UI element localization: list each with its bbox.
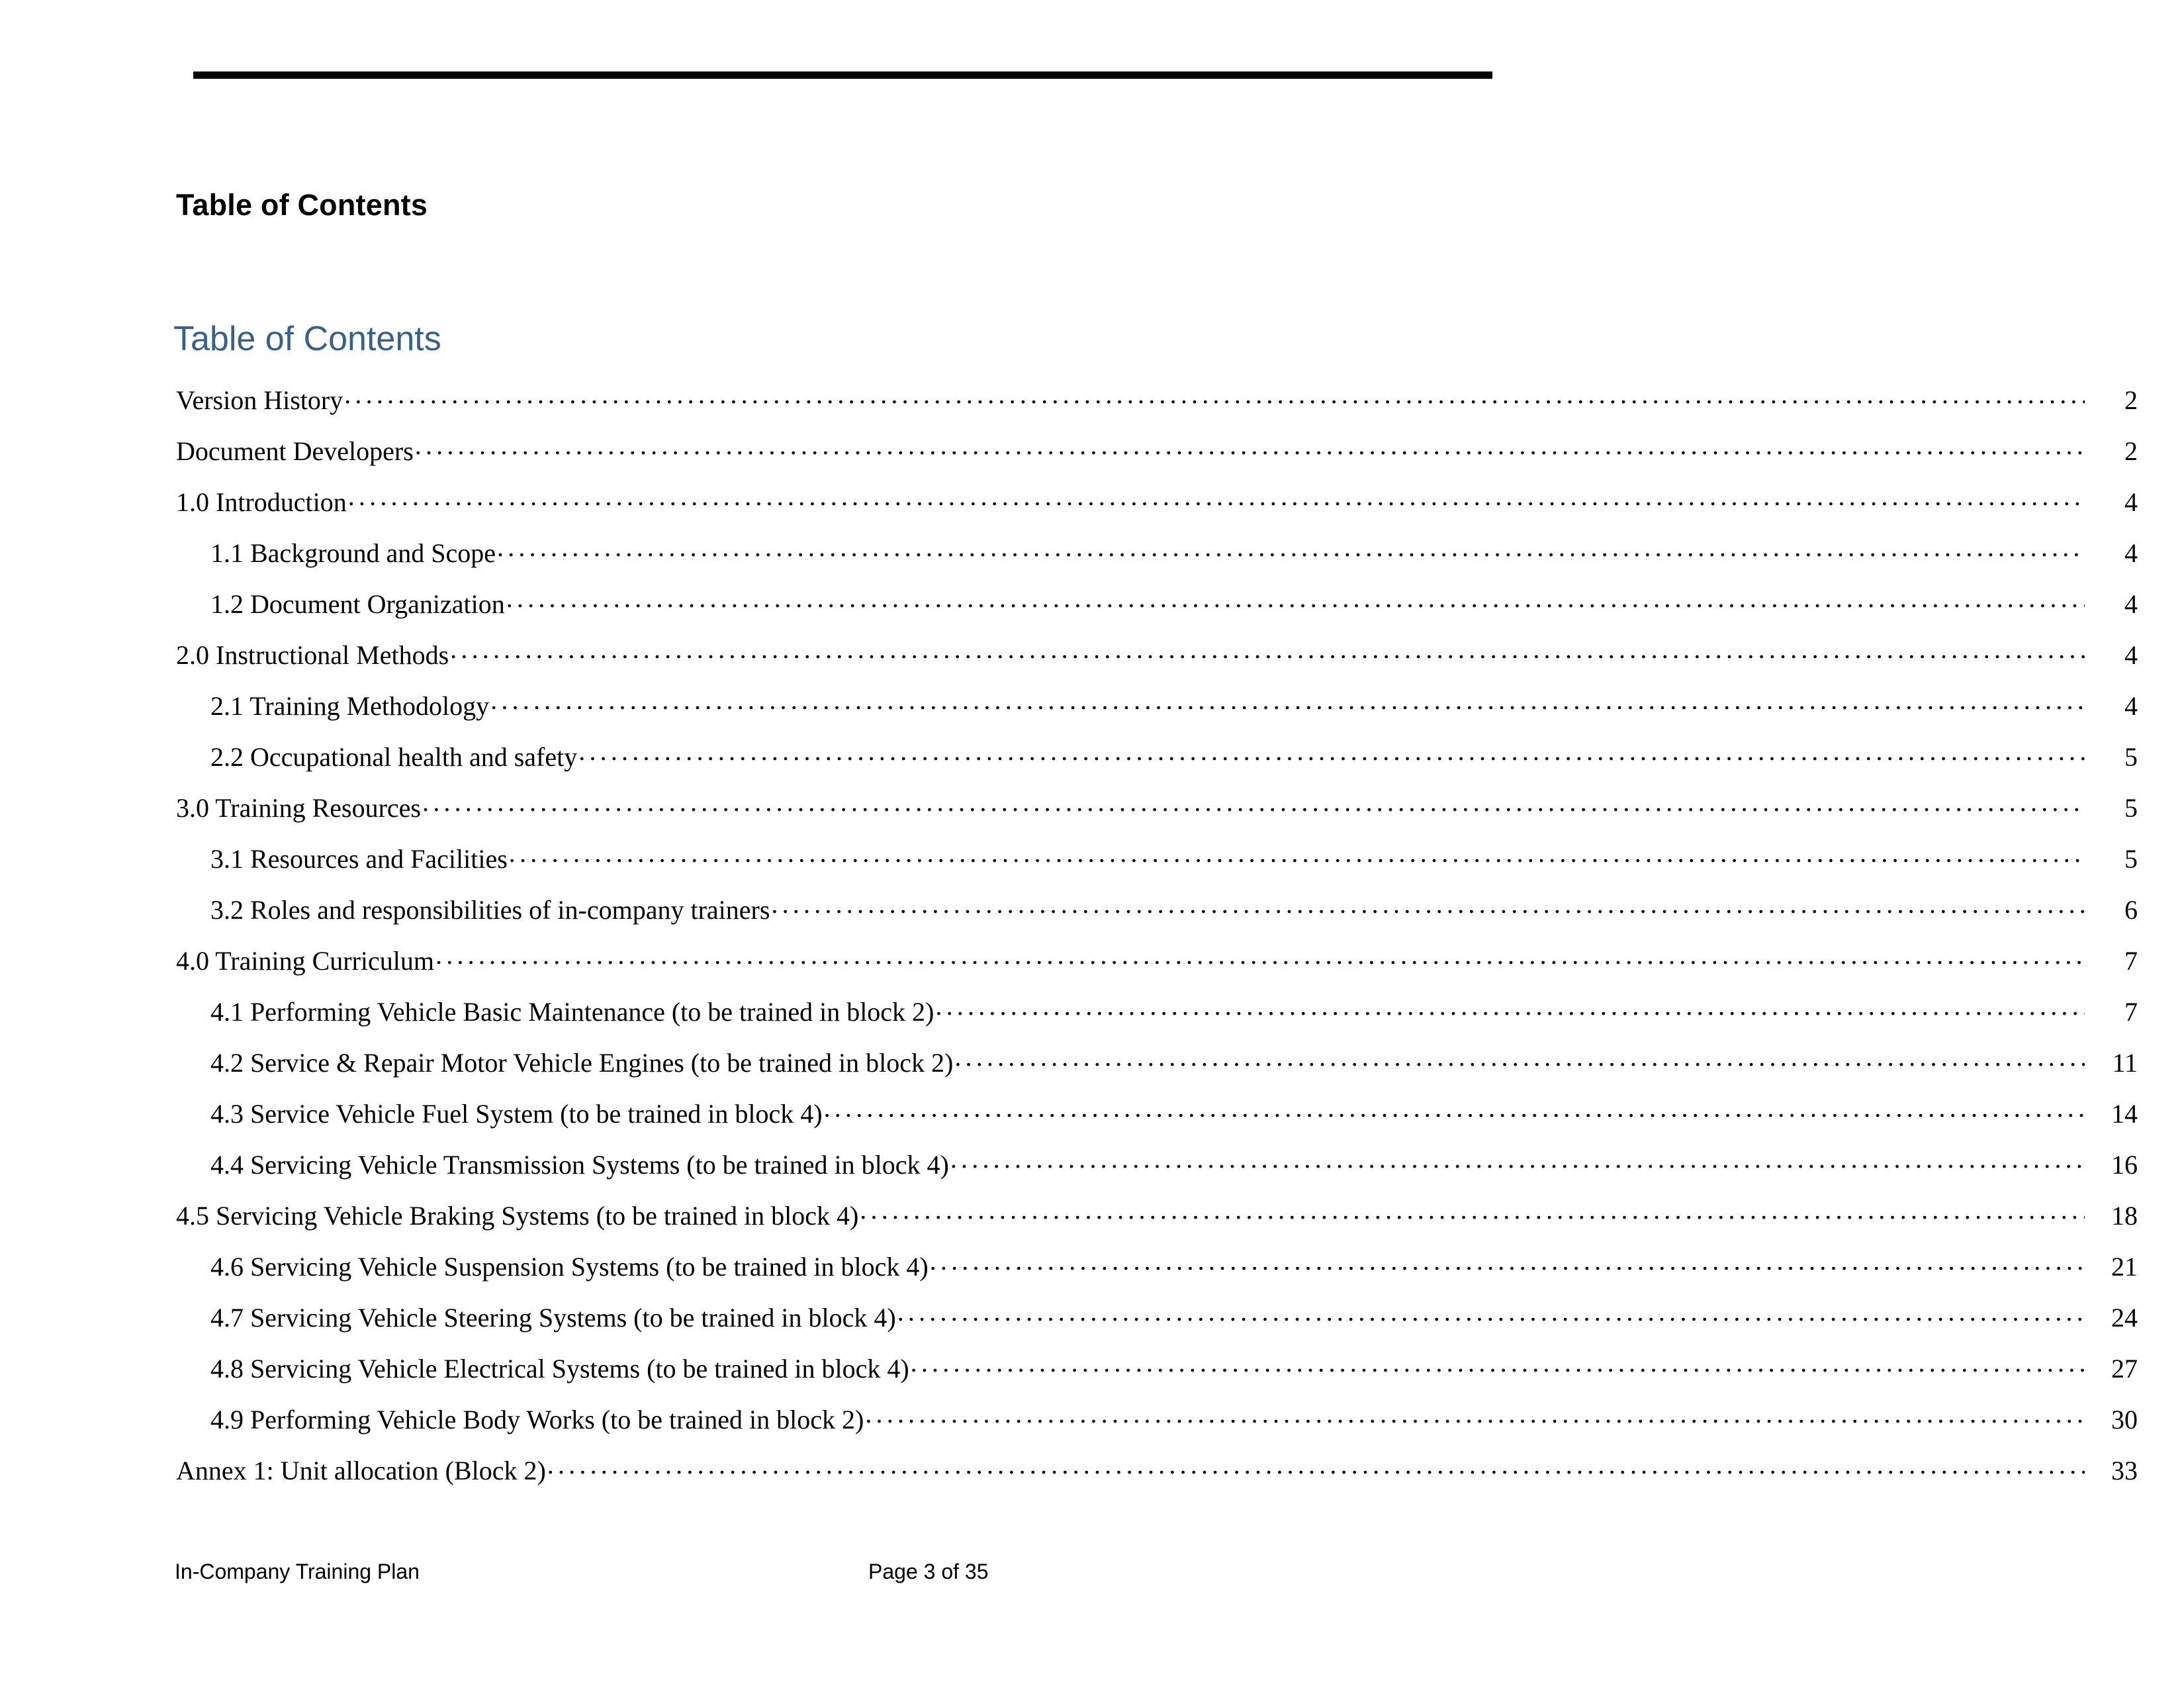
toc-dot-leader xyxy=(771,892,2085,919)
toc-dot-leader xyxy=(824,1096,2085,1123)
toc-dot-leader xyxy=(930,1249,2085,1276)
toc-entry-label: 1.2 Document Organization xyxy=(210,589,505,619)
toc-entry[interactable] xyxy=(0,1147,2184,1198)
toc-entry-page-number: 5 xyxy=(2124,793,2138,823)
toc-dot-leader xyxy=(435,943,2085,970)
toc-dot-leader xyxy=(490,688,2085,715)
toc-entry-label: 3.0 Training Resources xyxy=(176,793,421,823)
header-rule xyxy=(193,71,1492,79)
toc-entry-page-number: 2 xyxy=(2124,436,2138,466)
toc-dot-leader xyxy=(422,790,2085,817)
toc-dot-leader xyxy=(344,383,2085,409)
toc-entry-page-number: 4 xyxy=(2124,640,2138,670)
toc-entry-page-number: 21 xyxy=(2111,1252,2138,1282)
toc-entry[interactable] xyxy=(0,1351,2184,1402)
toc-dot-leader xyxy=(506,586,2085,613)
toc-entry-label: Document Developers xyxy=(176,436,414,466)
toc-entry[interactable] xyxy=(0,1453,2184,1504)
toc-entry-label: 4.4 Servicing Vehicle Transmission Systems (to be trained in block 4) xyxy=(210,1150,949,1180)
toc-entry-page-number: 18 xyxy=(2111,1201,2138,1231)
toc-entry-page-number: 4 xyxy=(2124,487,2138,517)
toc-entry[interactable] xyxy=(0,1096,2184,1147)
footer-page-number: Page 3 of 35 xyxy=(868,1560,989,1583)
footer-document-name: In-Company Training Plan xyxy=(175,1560,420,1583)
toc-entry[interactable] xyxy=(0,739,2184,790)
toc-dot-leader xyxy=(935,994,2085,1021)
toc-dot-leader xyxy=(911,1351,2085,1378)
toc-dot-leader xyxy=(865,1402,2085,1429)
toc-entry[interactable] xyxy=(0,841,2184,892)
page-footer xyxy=(0,1558,2184,1598)
toc-entry-label: 4.2 Service & Repair Motor Vehicle Engines (to be trained in block 2) xyxy=(210,1048,954,1078)
toc-entry-label: 4.6 Servicing Vehicle Suspension Systems (to be trained in block 4) xyxy=(210,1252,929,1282)
toc-dot-leader xyxy=(860,1198,2085,1225)
toc-entry[interactable] xyxy=(0,1198,2184,1249)
toc-entry-label: 4.7 Servicing Vehicle Steering Systems (to be trained in block 4) xyxy=(210,1303,896,1333)
toc-dot-leader xyxy=(578,739,2085,766)
toc-entry-label: 1.1 Background and Scope xyxy=(210,538,496,568)
toc-dot-leader xyxy=(547,1453,2085,1479)
toc-entry-page-number: 33 xyxy=(2111,1456,2138,1485)
table-of-contents-list xyxy=(0,383,2184,1504)
toc-dot-leader xyxy=(497,536,2085,562)
toc-entry-label: Version History xyxy=(176,385,343,415)
toc-entry[interactable] xyxy=(0,1300,2184,1351)
toc-entry-page-number: 6 xyxy=(2124,895,2138,925)
toc-entry-label: 4.5 Servicing Vehicle Braking Systems (to be trained in block 4) xyxy=(176,1201,859,1231)
toc-entry[interactable] xyxy=(0,536,2184,586)
toc-entry-label: 4.0 Training Curriculum xyxy=(176,946,435,976)
toc-entry[interactable] xyxy=(0,688,2184,739)
toc-entry-page-number: 14 xyxy=(2111,1099,2138,1129)
toc-entry-label: 2.0 Instructional Methods xyxy=(176,640,449,670)
toc-entry-page-number: 4 xyxy=(2124,691,2138,721)
toc-entry[interactable] xyxy=(0,994,2184,1045)
table-of-contents-heading: Table of Contents xyxy=(173,320,441,358)
page-title: Table of Contents xyxy=(176,188,428,222)
toc-entry[interactable] xyxy=(0,586,2184,637)
toc-dot-leader xyxy=(415,434,2085,460)
toc-entry-page-number: 4 xyxy=(2124,589,2138,619)
toc-entry-page-number: 24 xyxy=(2111,1303,2138,1333)
toc-dot-leader xyxy=(509,841,2085,868)
toc-entry[interactable] xyxy=(0,943,2184,994)
toc-entry-label: 1.0 Introduction xyxy=(176,487,347,517)
toc-entry[interactable] xyxy=(0,1402,2184,1453)
toc-entry-label: 4.9 Performing Vehicle Body Works (to be trained in block 2) xyxy=(210,1405,864,1434)
toc-entry-page-number: 5 xyxy=(2124,742,2138,772)
toc-entry[interactable] xyxy=(0,485,2184,536)
toc-entry[interactable] xyxy=(0,790,2184,841)
toc-entry[interactable] xyxy=(0,1249,2184,1300)
toc-entry-label: 3.1 Resources and Facilities xyxy=(210,844,508,874)
toc-dot-leader xyxy=(950,1147,2085,1174)
toc-entry-page-number: 27 xyxy=(2111,1354,2138,1383)
toc-entry-page-number: 2 xyxy=(2124,385,2138,415)
toc-entry-page-number: 7 xyxy=(2124,997,2138,1027)
toc-dot-leader xyxy=(348,485,2085,511)
toc-entry[interactable] xyxy=(0,434,2184,485)
toc-dot-leader xyxy=(954,1045,2085,1072)
toc-entry[interactable] xyxy=(0,1045,2184,1096)
toc-entry-page-number: 5 xyxy=(2124,844,2138,874)
toc-entry-page-number: 11 xyxy=(2112,1048,2138,1078)
toc-entry[interactable] xyxy=(0,383,2184,434)
toc-entry-page-number: 30 xyxy=(2111,1405,2138,1434)
toc-entry-label: 4.3 Service Vehicle Fuel System (to be trained in block 4) xyxy=(210,1099,823,1129)
toc-entry-label: 4.8 Servicing Vehicle Electrical Systems (to be trained in block 4) xyxy=(210,1354,909,1383)
toc-entry-label: 2.1 Training Methodology xyxy=(210,691,490,721)
toc-entry[interactable] xyxy=(0,892,2184,943)
toc-dot-leader xyxy=(897,1300,2085,1327)
toc-entry-page-number: 16 xyxy=(2111,1150,2138,1180)
toc-entry-page-number: 4 xyxy=(2124,538,2138,568)
toc-dot-leader xyxy=(450,637,2085,664)
toc-entry-page-number: 7 xyxy=(2124,946,2138,976)
toc-entry-label: 2.2 Occupational health and safety xyxy=(210,742,578,772)
toc-entry-label: 3.2 Roles and responsibilities of in-company trainers xyxy=(210,895,770,925)
toc-entry-label: Annex 1: Unit allocation (Block 2) xyxy=(176,1456,546,1485)
toc-entry-label: 4.1 Performing Vehicle Basic Maintenance (to be trained in block 2) xyxy=(210,997,934,1027)
toc-entry[interactable] xyxy=(0,637,2184,688)
